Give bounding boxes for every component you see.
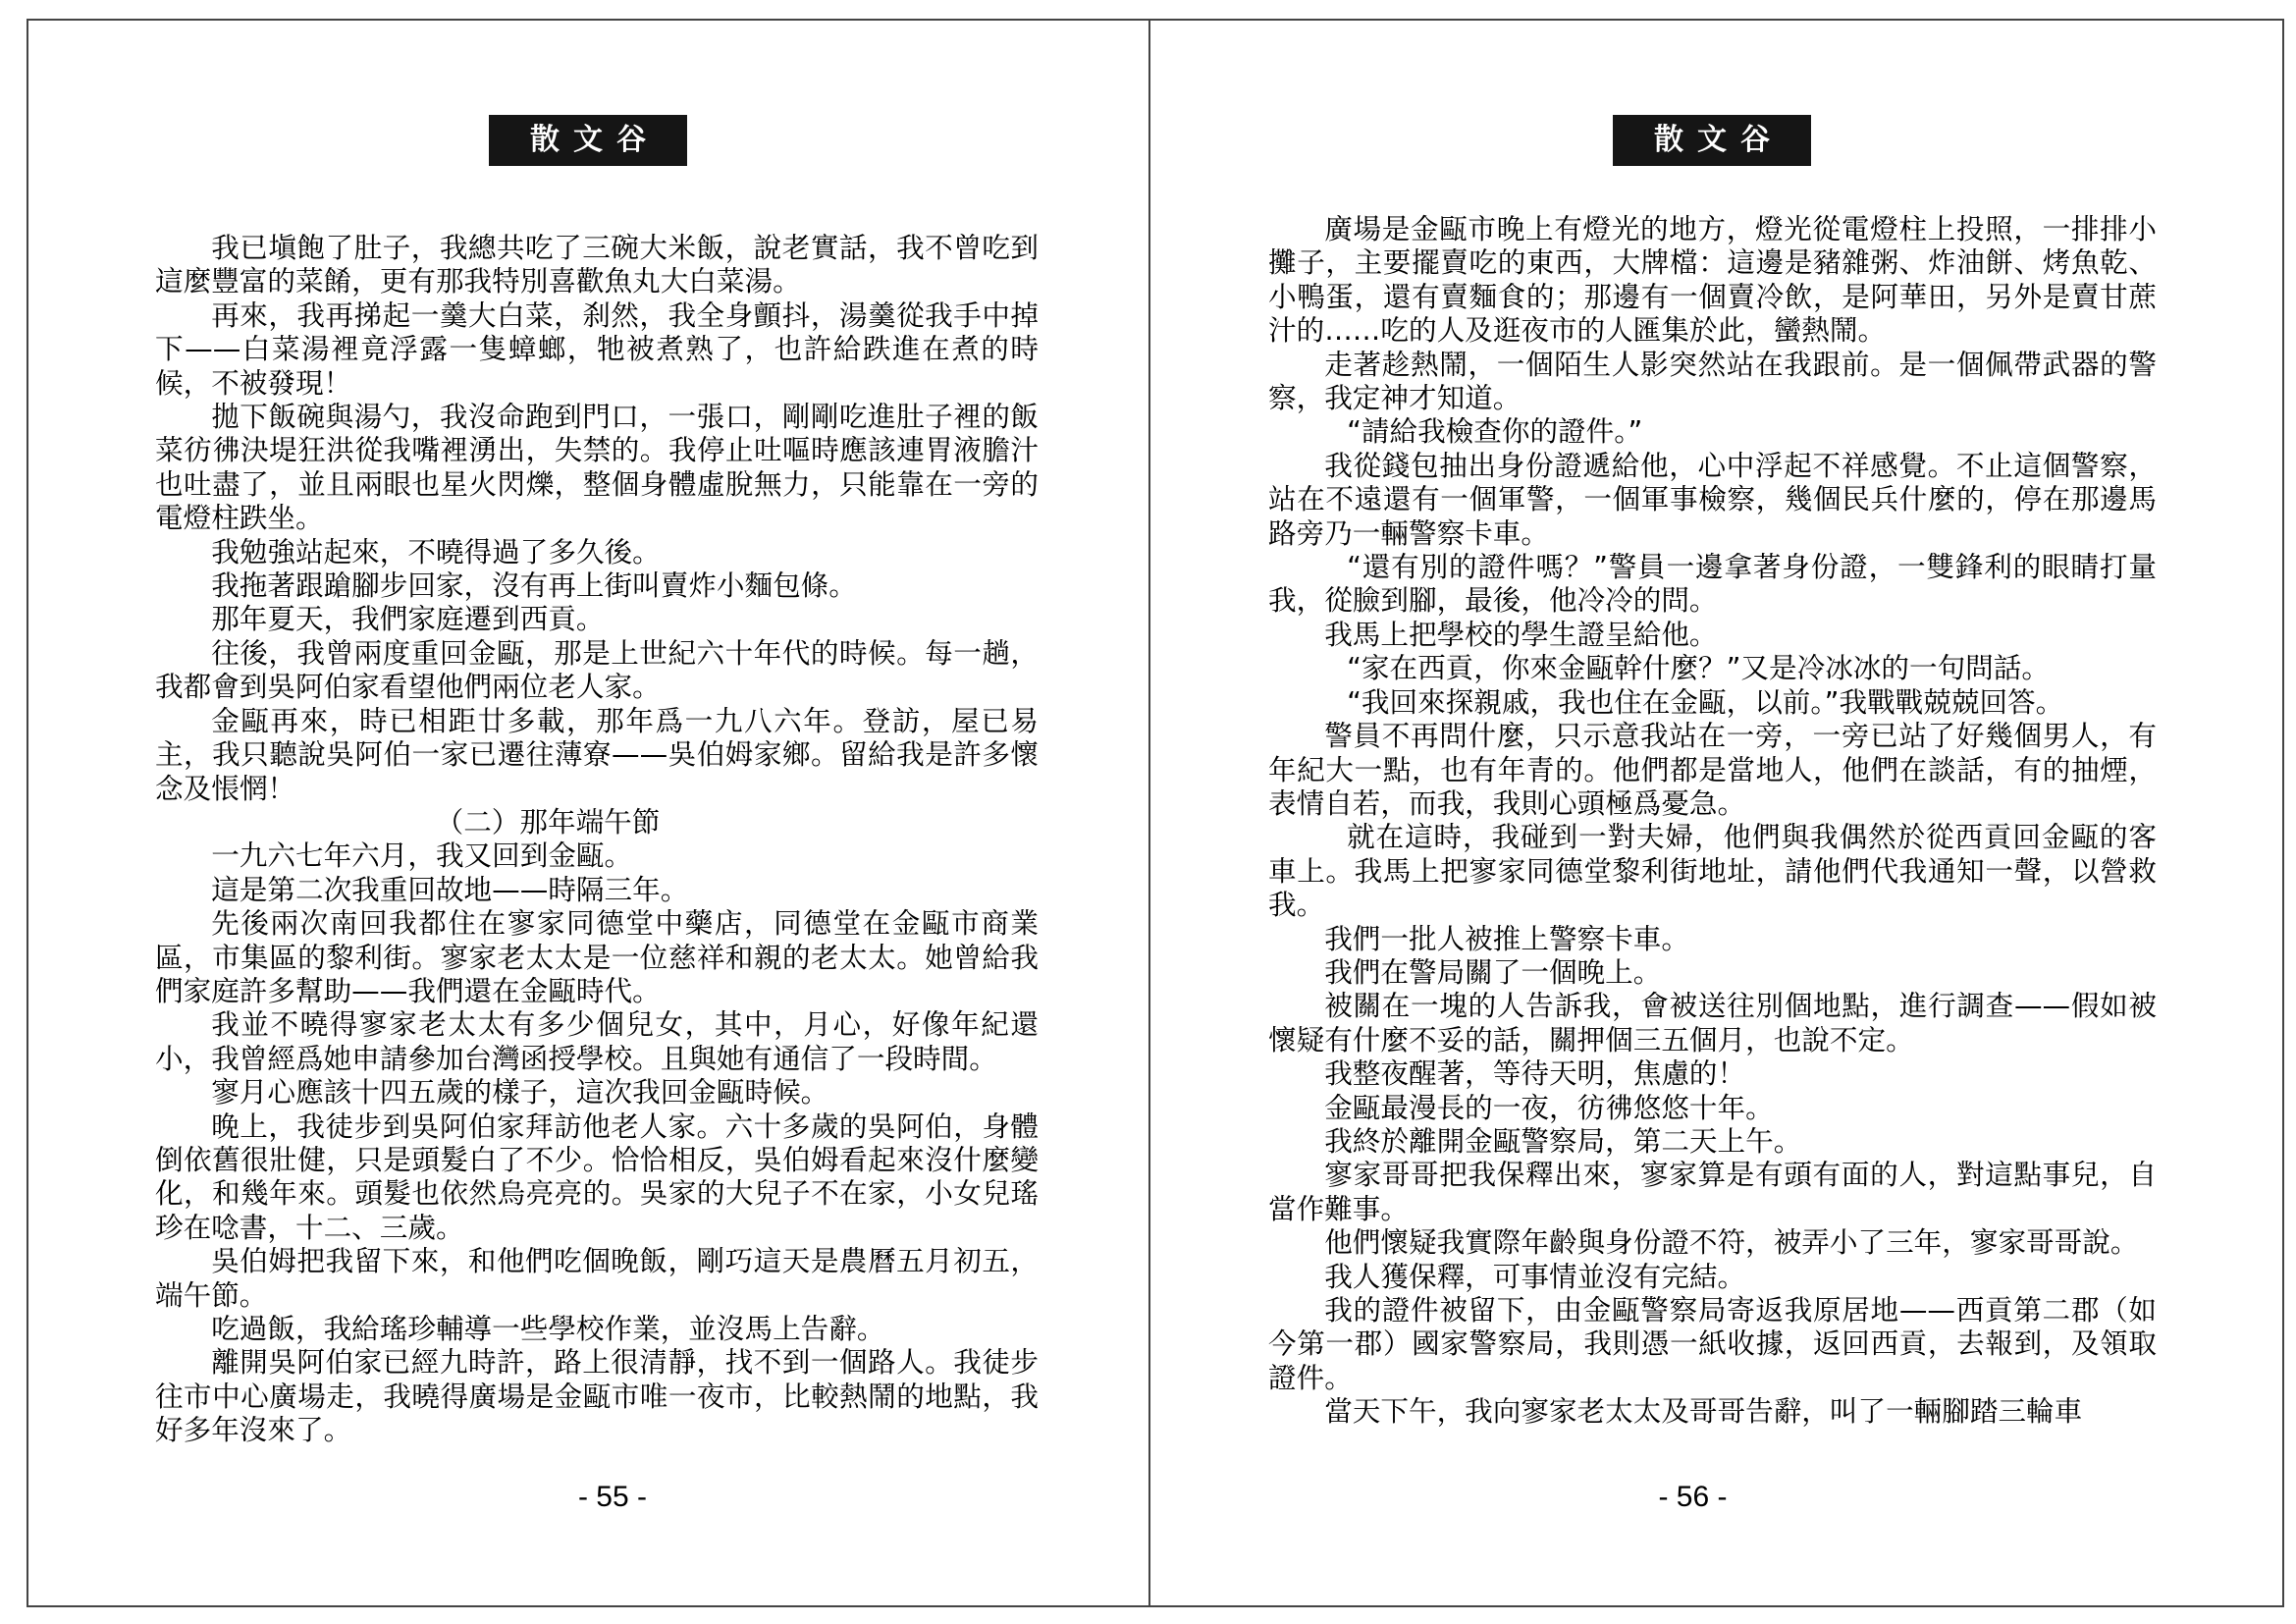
paragraph: 廣場是金甌市晚上有燈光的地方，燈光從電燈柱上投照，一排排小攤子，主要擺賣吃的東西，大牌檔：這邊是豬雜粥、炸油餅、烤魚乾、小鴨蛋，還有賣麵食的；那邊有一個賣冷飲，是阿華田，另外是賣甘蔗汁的……吃的人及逛夜市的人匯集於此，蠻熱鬧。: [1268, 212, 2157, 348]
paragraph: 我已塡飽了肚子，我總共吃了三碗大米飯，說老實話，我不曾吃到這麼豐富的菜餚，更有那我特別喜歡魚丸大白菜湯。: [155, 231, 1039, 298]
paragraph: 走著趁熱鬧，一個陌生人影突然站在我跟前。是一個佩帶武器的警察，我定神才知道。: [1268, 347, 2157, 415]
paragraph: 金甌最漫長的一夜，彷彿悠悠十年。: [1324, 1090, 1774, 1124]
paragraph: 我的證件被留下，由金甌警察局寄返我原居地——西貢第二郡（如今第一郡）國家警察局，我則憑一紙收據，返回西貢，去報到，及領取證件。: [1268, 1293, 2157, 1394]
right-page: [1268, 0, 2157, 1624]
paragraph: 就在這時，我碰到一對夫婦，他們與我偶然於從西貢回金甌的客車上。我馬上把寥家同德堂黎利街地址，請他們代我通知一聲，以營救我。: [1268, 820, 2157, 922]
paragraph: “家在西貢，你來金甌幹什麼？”又是冷冰冰的一句問話。: [1347, 651, 2050, 685]
page-header-badge: 散文谷: [1613, 115, 1811, 166]
paragraph: 我勉強站起來，不曉得過了多久後。: [211, 534, 661, 568]
paragraph: 我整夜醒著，等待天明，焦慮的！: [1324, 1056, 1746, 1091]
paragraph: 再來，我再挮起一羹大白菜，刹然，我全身顫抖，湯羹從我手中掉下——白菜湯裡竟浮露一隻蟑螂，牠被煮熟了，也許給跌進在煮的時候，不被發現！: [155, 298, 1039, 400]
paragraph: “還有別的證件嗎？”警員一邊拿著身份證，一雙鋒利的眼睛打量我，從臉到腳，最後，他冷冷的問。: [1268, 550, 2157, 618]
paragraph: 離開吳阿伯家已經九時許，路上很清靜，找不到一個路人。我徒步往市中心廣場走，我曉得廣場是金甌市唯一夜市，比較熱鬧的地點，我好多年沒來了。: [155, 1345, 1039, 1447]
paragraph: 我們在警局關了一個晚上。: [1324, 954, 1662, 989]
paragraph: “我回來探親戚，我也住在金甌，以前。”我戰戰兢兢回答。: [1347, 684, 2064, 719]
paragraph: 我終於離開金甌警察局，第二天上午。: [1324, 1123, 1802, 1158]
paragraph: 這是第二次我重回故地——時隔三年。: [211, 872, 689, 906]
paragraph: 往後，我曾兩度重回金甌，那是上世紀六十年代的時候。每一趟，我都會到吳阿伯家看望他們兩位老人家。: [155, 635, 1039, 704]
paragraph: 我並不曉得寥家老太太有多少個兒女，其中，月心，好像年紀還小，我曾經爲她申請參加台灣函授學校。且與她有通信了一段時間。: [155, 1007, 1039, 1075]
paragraph: 先後兩次南回我都住在寥家同德堂中藥店，同德堂在金甌市商業區，市集區的黎利街。寥家老太太是一位慈祥和親的老太太。她曾給我們家庭許多幫助——我們還在金甌時代。: [155, 906, 1039, 1007]
paragraph: “請給我檢查你的證件。”: [1347, 414, 1643, 449]
paragraph: 吳伯姆把我留下來，和他們吃個晚飯，剛巧這天是農曆五月初五，端午節。: [155, 1244, 1039, 1312]
paragraph: 我從錢包抽出身份證遞給他，心中浮起不祥感覺。不止這個警察，站在不遠還有一個軍警，一個軍事檢察，幾個民兵什麼的，停在那邊馬路旁乃一輛警察卡車。: [1268, 448, 2157, 550]
paragraph: 金甌再來，時已相距廿多載，那年爲一九八六年。登訪，屋已易主，我只聽說吳阿伯一家已遷往薄寮——吳伯姆家鄉。留給我是許多懷念及悵惘！: [155, 703, 1039, 805]
paragraph: 那年夏天，我們家庭遷到西貢。: [211, 602, 605, 636]
paragraph: 他們懷疑我實際年齡與身份證不符，被弄小了三年，寥家哥哥說。: [1324, 1225, 2139, 1260]
page-number: - 55 -: [577, 1481, 648, 1513]
paragraph: 一九六七年六月，我又回到金甌。: [211, 839, 633, 873]
paragraph: 我馬上把學校的學生證呈給他。: [1324, 617, 1718, 651]
paragraph: 寥家哥哥把我保釋出來，寥家算是有頭有面的人，對這點事兒，自當作難事。: [1268, 1158, 2157, 1225]
paragraph: 我拖著跟蹌腳步回家，沒有再上街叫賣炸小麵包條。: [211, 568, 857, 603]
paragraph: 被關在一塊的人告訴我，會被送往別個地點，進行調查——假如被懷疑有什麼不妥的話，關押個三五個月，也說不定。: [1268, 989, 2157, 1056]
paragraph: 我們一批人被推上警察卡車。: [1324, 921, 1689, 955]
right-page-body: [1268, 212, 2157, 1429]
page-divider: [1148, 19, 1150, 1607]
paragraph: 我人獲保釋，可事情並沒有完結。: [1324, 1259, 1746, 1293]
left-page-body: [155, 231, 1039, 1447]
paragraph: 拋下飯碗與湯勺，我沒命跑到門口，一張口，剛剛吃進肚子裡的飯菜彷彿決堤狂洪從我嘴裡湧出，失禁的。我停止吐嘔時應該連胃液膽汁也吐盡了，並且兩眼也星火閃爍，整個身體虛脫無力，只能靠在一旁的電燈柱跌坐。: [155, 400, 1039, 535]
left-page: [155, 0, 1039, 1624]
paragraph: 當天下午，我向寥家老太太及哥哥告辭，叫了一輛腳踏三輪車: [1324, 1394, 2083, 1429]
page-header-badge: 散文谷: [489, 115, 687, 166]
paragraph: 晚上，我徒步到吳阿伯家拜訪他老人家。六十多歲的吳阿伯，身體倒依舊很壯健，只是頭髮白了不少。恰恰相反，吳伯姆看起來沒什麼變化，和幾年來。頭髮也依然烏亮亮的。吳家的大兒子不在家，小女兒瑤珍在唸書，十二、三歲。: [155, 1109, 1039, 1244]
paragraph: 寥月心應該十四五歲的樣子，這次我回金甌時候。: [211, 1075, 829, 1110]
paragraph: 警員不再問什麼，只示意我站在一旁，一旁已站了好幾個男人，有年紀大一點，也有年青的。他們都是當地人，他們在談話，有的抽煙，表情自若，而我，我則心頭極爲憂急。: [1268, 719, 2157, 820]
page-number: - 56 -: [1658, 1481, 1728, 1513]
paragraph: 吃過飯，我給瑤珍輔導一些學校作業，並沒馬上告辭。: [211, 1312, 885, 1345]
section-title: （二）那年端午節: [435, 804, 661, 839]
